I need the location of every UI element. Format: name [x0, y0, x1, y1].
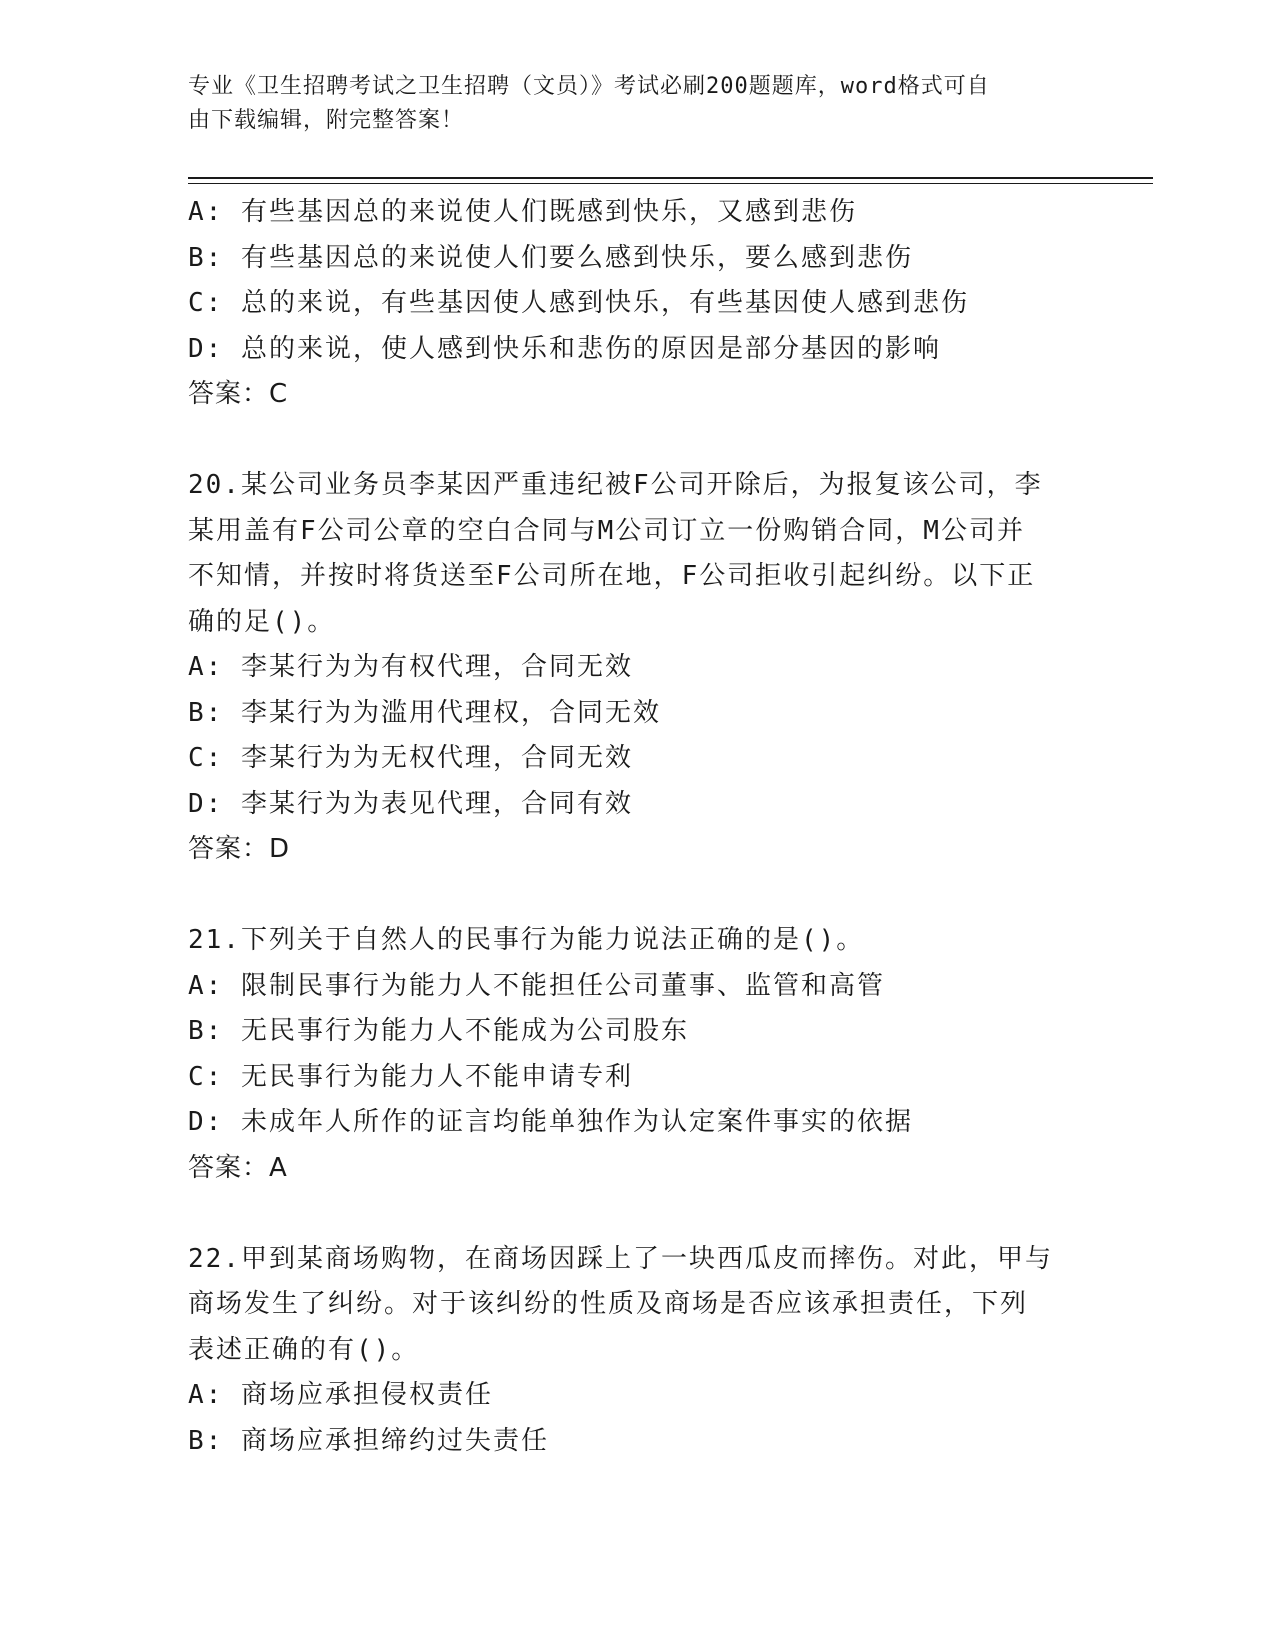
option-c: C: 李某行为为无权代理，合同无效: [188, 743, 633, 773]
question-20-line-1: 20.某公司业务员李某因严重违纪被F公司开除后，为报复该公司，李: [188, 470, 1043, 500]
option-d: D: 李某行为为表见代理，合同有效: [188, 788, 633, 819]
option-d: D: 未成年人所作的证言均能单独作为认定案件事实的依据: [188, 1107, 913, 1137]
option-b: B: 无民事行为能力人不能成为公司股东: [188, 1016, 689, 1046]
question-20-line-2: 某用盖有F公司公章的空白合同与M公司订立一份购销合同，M公司并: [188, 515, 1025, 546]
question-20-line-3: 不知情，并按时将货送至F公司所在地，F公司拒收引起纠纷。以下正: [188, 561, 1036, 591]
option-a: A: 有些基因总的来说使人们既感到快乐，又感到悲伤: [188, 197, 857, 227]
option-c: C: 总的来说，有些基因使人感到快乐，有些基因使人感到悲伤: [188, 288, 969, 318]
question-20-line-4: 确的足()。: [188, 606, 336, 637]
option-a: A: 李某行为为有权代理，合同无效: [188, 652, 633, 682]
option-c: C: 无民事行为能力人不能申请专利: [188, 1061, 633, 1092]
option-a: A: 商场应承担侵权责任: [188, 1380, 493, 1410]
header-line-1: 专业《卫生招聘考试之卫生招聘（文员）》考试必刷200题题库，word格式可自: [188, 74, 990, 99]
option-b: B: 商场应承担缔约过失责任: [188, 1425, 549, 1456]
question-21-line-1: 21.下列关于自然人的民事行为能力说法正确的是()。: [188, 925, 865, 955]
header-rule-thick: [188, 177, 1153, 179]
header-line-2: 由下载编辑，附完整答案！: [188, 108, 465, 133]
question-list: [188, 190, 1088, 1464]
header-rule-thin: [188, 183, 1153, 184]
answer: 答案：A: [188, 1152, 288, 1183]
question-22-line-2: 商场发生了纠纷。对于该纠纷的性质及商场是否应该承担责任，下列: [188, 1289, 1029, 1319]
option-b: B: 李某行为为滥用代理权，合同无效: [188, 697, 661, 728]
option-d: D: 总的来说，使人感到快乐和悲伤的原因是部分基因的影响: [188, 333, 941, 364]
document-header: [188, 70, 1088, 138]
option-b: B: 有些基因总的来说使人们要么感到快乐，要么感到悲伤: [188, 242, 913, 273]
answer: 答案：C: [188, 379, 289, 409]
question-22-line-1: 22.甲到某商场购物，在商场因踩上了一块西瓜皮而摔伤。对此，甲与: [188, 1243, 1053, 1274]
option-a: A: 限制民事行为能力人不能担任公司董事、监管和高管: [188, 970, 885, 1001]
answer: 答案：D: [188, 834, 291, 864]
question-22-line-3: 表述正确的有()。: [188, 1334, 420, 1365]
